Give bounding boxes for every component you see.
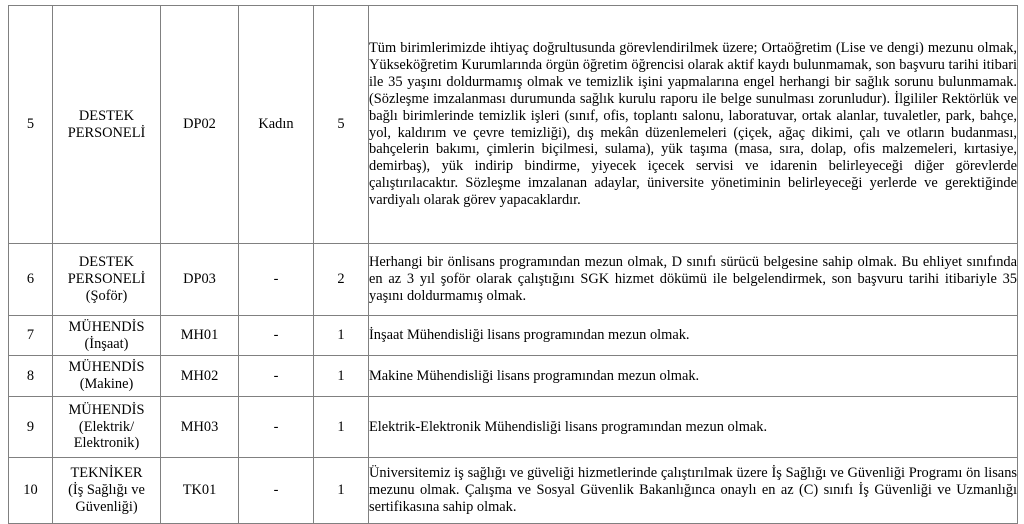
cell-kod: MH01 bbox=[161, 316, 239, 356]
cell-nitelikler: Herhangi bir önlisans programından mezun olmak, D sınıfı sürücü belgesine sahip olmak. Bu ehliyet sınıfında en az 3 yıl şoför olarak çalıştığını SGK hizmet dökümü ile belgelendirmek, son başvuru tarihi itibariyle 35 yaşını doldurmamış olmak. bbox=[369, 244, 1018, 316]
cell-cinsiyet: - bbox=[239, 397, 314, 458]
table-row bbox=[9, 458, 1018, 524]
cell-kod: DP02 bbox=[161, 6, 239, 244]
unvan-line-1: MÜHENDİS bbox=[68, 401, 145, 418]
cell-cinsiyet: Kadın bbox=[239, 6, 314, 244]
cell-sira-no: 9 bbox=[9, 397, 53, 458]
unvan-line-3: (Şoför) bbox=[85, 287, 128, 304]
unvan-line-2: PERSONELİ bbox=[67, 271, 146, 288]
cell-unvan bbox=[53, 6, 161, 244]
cell-nitelikler: Elektrik-Elektronik Mühendisliği lisans programından mezun olmak. bbox=[369, 397, 1018, 458]
cell-kod: DP03 bbox=[161, 244, 239, 316]
cell-sira-no: 8 bbox=[9, 356, 53, 397]
unvan-line-3: Elektronik) bbox=[73, 435, 140, 452]
cell-kod: MH03 bbox=[161, 397, 239, 458]
unvan-line-1: TEKNİKER bbox=[70, 465, 143, 482]
cell-adet: 1 bbox=[314, 458, 369, 524]
cell-adet: 2 bbox=[314, 244, 369, 316]
cell-kod: TK01 bbox=[161, 458, 239, 524]
unvan-line-2: (İnşaat) bbox=[84, 335, 129, 352]
unvan-line-1: MÜHENDİS bbox=[68, 359, 145, 376]
cell-nitelikler: İnşaat Mühendisliği lisans programından mezun olmak. bbox=[369, 316, 1018, 356]
positions-table bbox=[8, 5, 1018, 524]
cell-sira-no: 10 bbox=[9, 458, 53, 524]
unvan-line-1: DESTEK bbox=[78, 254, 135, 271]
unvan-line-3: Güvenliği) bbox=[75, 498, 138, 515]
cell-nitelikler: Üniversitemiz iş sağlığı ve güveliği hizmetlerinde çalıştırılmak üzere İş Sağlığı ve Güvenliği Programı ön lisans mezunu olmak. Çalışma ve Sosyal Güvenlik Bakanlığınca onaylı en az (C) sınıfı İş Güvenliği ve Uzmanlığı sertifikasına sahip olmak. bbox=[369, 458, 1018, 524]
cell-nitelikler: Tüm birimlerimizde ihtiyaç doğrultusunda görevlendirilmek üzere; Ortaöğretim (Lise ve dengi) mezunu olmak, Yükseköğretim Kurumlarında örgün öğretim öğrencisi olarak aktif kaydı bulunmamak, son başvuru tarihi itibari ile 35 yaşını doldurmamış olmak ve temizlik işini yapmalarına engel herhangi bir sağlık sorunu bulunmamak. (Sözleşme imzalanması durumunda sağlık kurulu raporu ile belge sunulması zorunludur). İlgililer Rektörlük ve bağlı birimlerinde temizlik işleri (sınıf, ofis, toplantı salonu, laboratuvar, ortak alanlar, tuvaletler, park, bahçe, yol, kaldırım ve çevre temizliği), dış mekân düzenlemeleri (çiçek, ağaç dikimi, çalı ve otların budanması, bahçelerin bakımı, çimlerin biçilmesi, sulama), yük taşıma (masa, sıra, dolap, ofis malzemeleri, kırtasiye, demirbaş), yük indirip bindirme, yiyecek içecek servisi ve idarenin belirleyeceği diğer görevlerde çalıştırılacaktır. Sözleşme imzalanan adaylar, üniversite yönetiminin belirleyeceği yerlerde ve gerektiğinde vardiyalı olarak görev yapacaklardır. bbox=[369, 6, 1018, 244]
cell-cinsiyet: - bbox=[239, 356, 314, 397]
cell-adet: 5 bbox=[314, 6, 369, 244]
cell-nitelikler: Makine Mühendisliği lisans programından mezun olmak. bbox=[369, 356, 1018, 397]
cell-unvan bbox=[53, 316, 161, 356]
cell-unvan bbox=[53, 244, 161, 316]
cell-cinsiyet: - bbox=[239, 244, 314, 316]
cell-adet: 1 bbox=[314, 316, 369, 356]
cell-kod: MH02 bbox=[161, 356, 239, 397]
cell-sira-no: 5 bbox=[9, 6, 53, 244]
cell-sira-no: 7 bbox=[9, 316, 53, 356]
cell-unvan bbox=[53, 458, 161, 524]
cell-cinsiyet: - bbox=[239, 316, 314, 356]
cell-sira-no: 6 bbox=[9, 244, 53, 316]
cell-unvan bbox=[53, 397, 161, 458]
unvan-line-2: (İş Sağlığı ve bbox=[68, 482, 145, 499]
cell-cinsiyet: - bbox=[239, 458, 314, 524]
table-row bbox=[9, 316, 1018, 356]
table-body bbox=[9, 6, 1018, 524]
cell-adet: 1 bbox=[314, 397, 369, 458]
unvan-line-2: (Elektrik/ bbox=[78, 418, 135, 435]
unvan-line-2: PERSONELİ bbox=[67, 124, 146, 141]
unvan-line-2: (Makine) bbox=[79, 376, 134, 392]
unvan-line-1: DESTEK bbox=[78, 107, 135, 124]
table-row bbox=[9, 397, 1018, 458]
cell-unvan bbox=[53, 356, 161, 397]
cell-adet: 1 bbox=[314, 356, 369, 397]
table-row bbox=[9, 356, 1018, 397]
table-row bbox=[9, 244, 1018, 316]
table-row bbox=[9, 6, 1018, 244]
unvan-line-1: MÜHENDİS bbox=[68, 318, 145, 335]
